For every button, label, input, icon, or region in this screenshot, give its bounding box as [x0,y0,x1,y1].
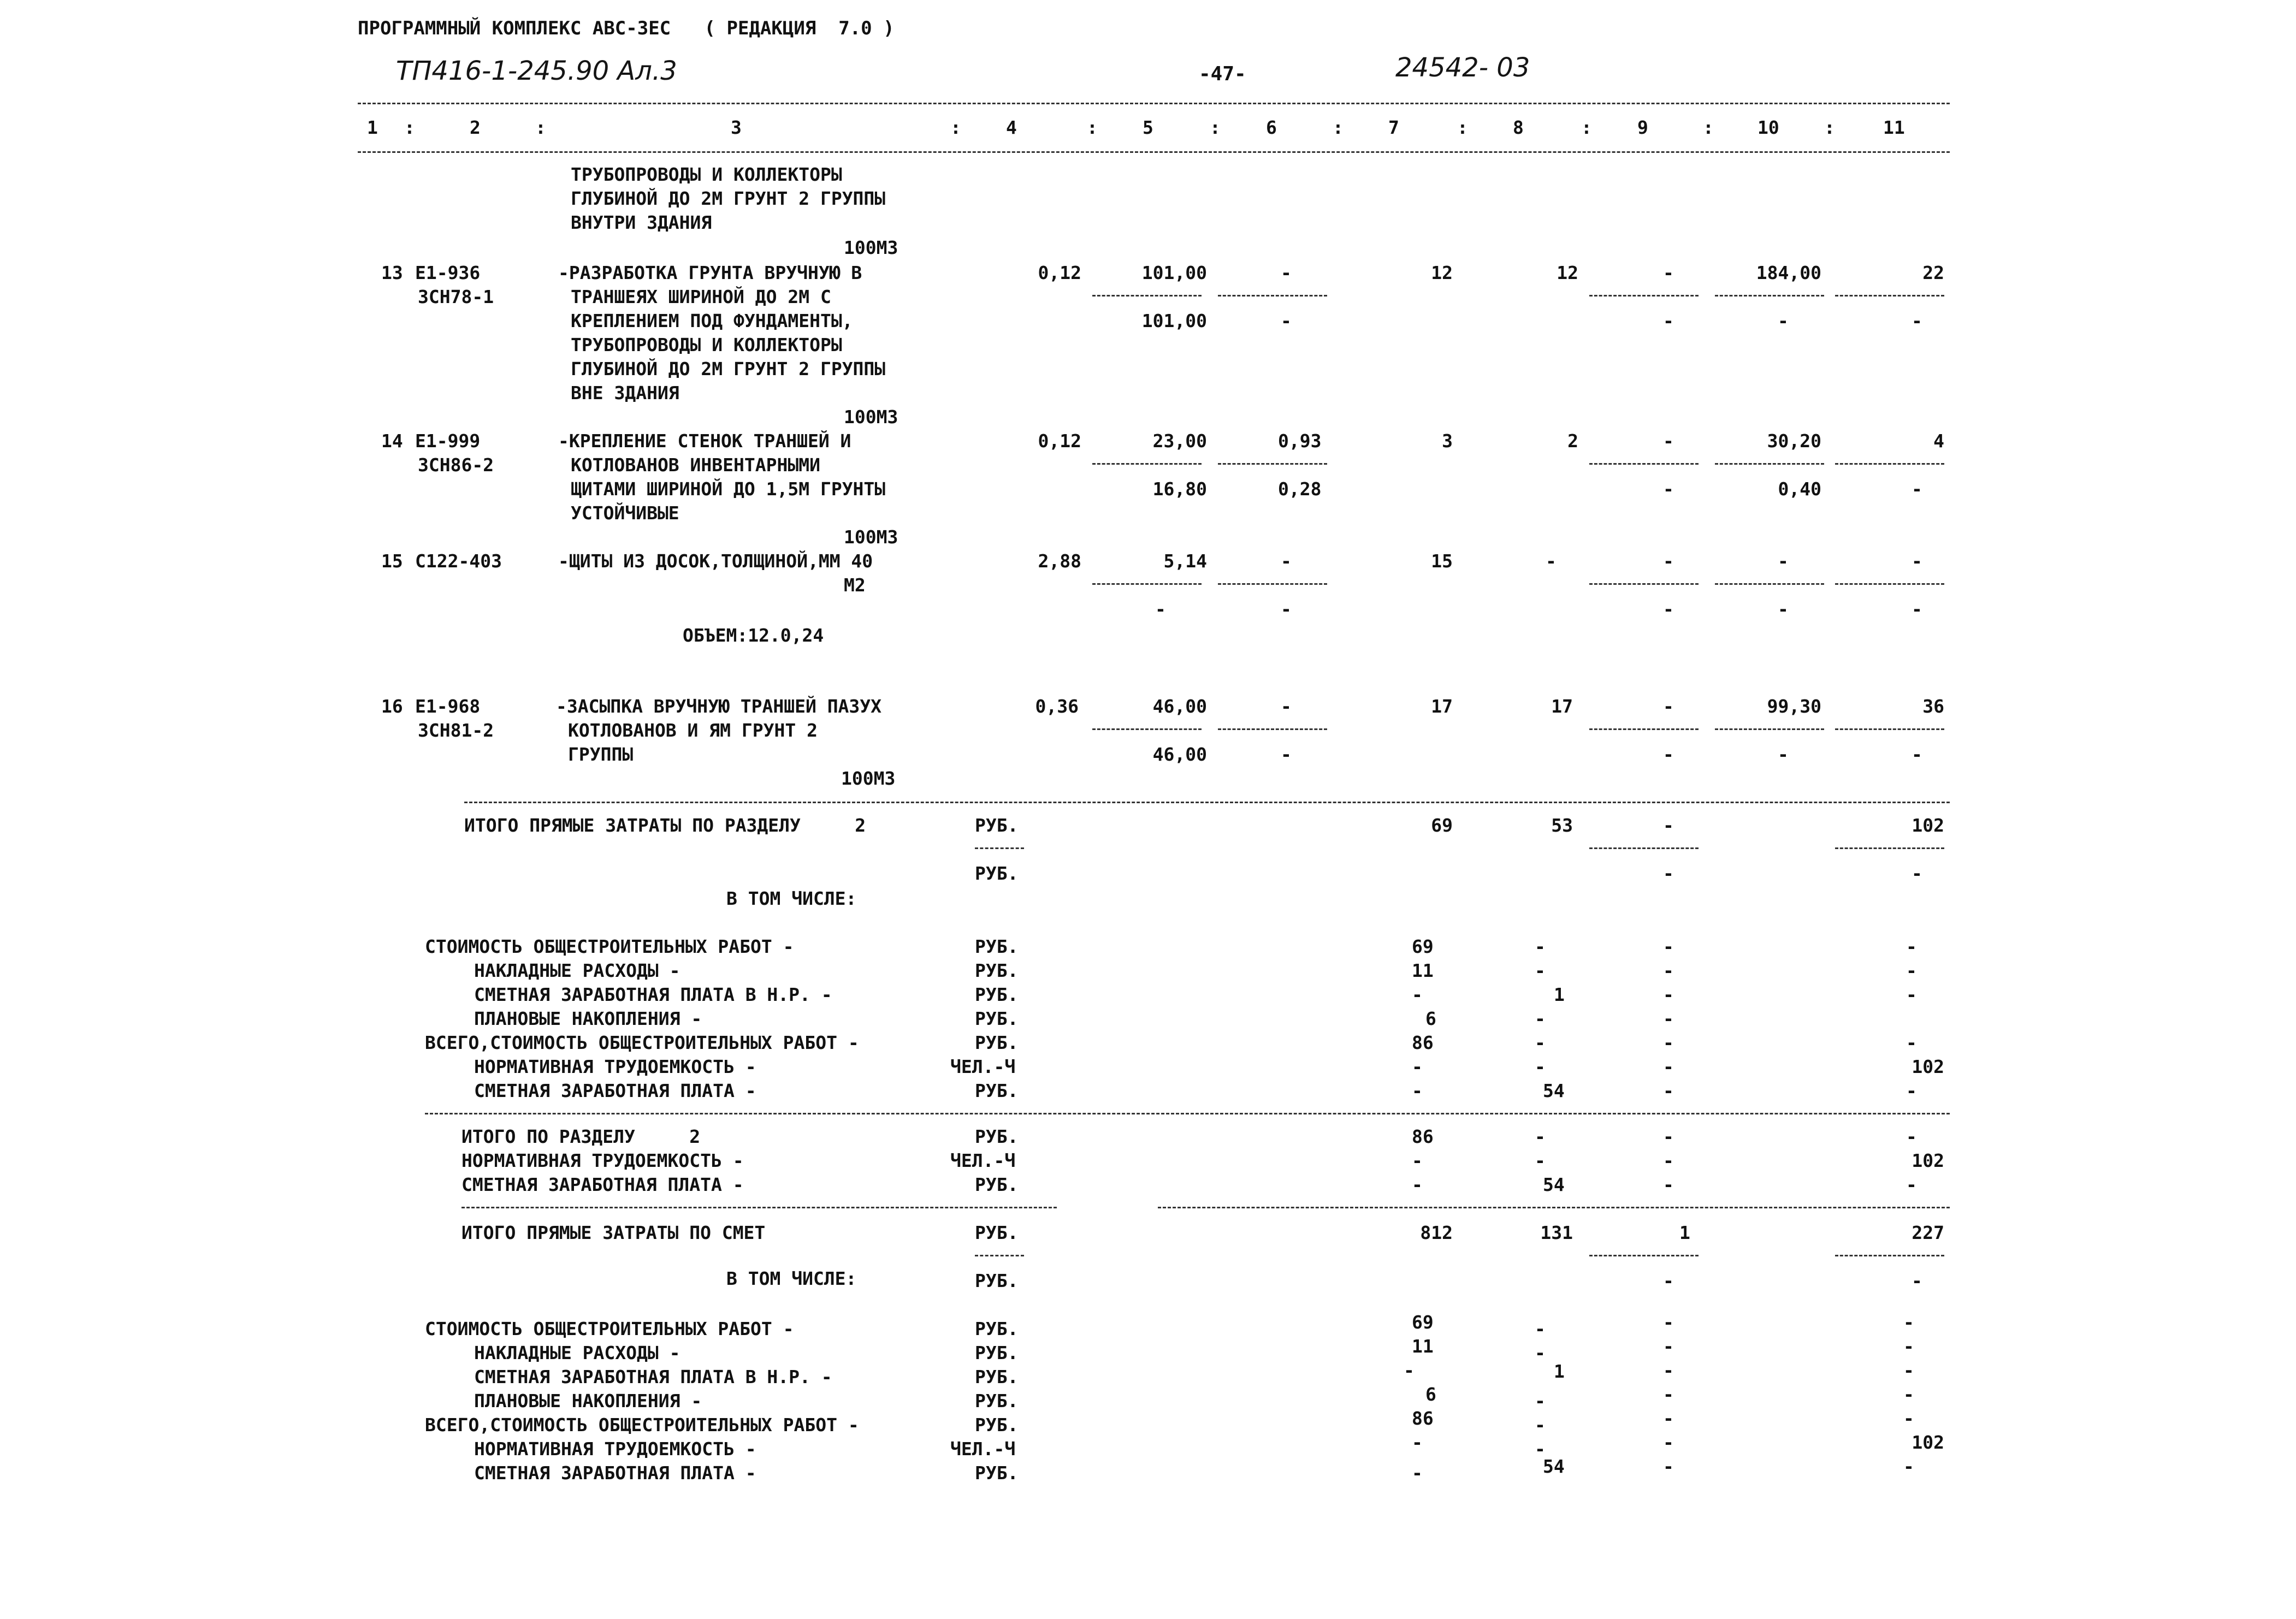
col9-value: - [1663,1336,1674,1357]
breakdown-unit: РУБ. [975,936,1019,957]
col7-value: 6 [1425,1384,1436,1405]
col10-value: 184,00 [1756,262,1821,283]
col6-value-lower: - [1281,598,1292,620]
including-label: В ТОМ ЧИСЛЕ: [726,1268,857,1289]
value-rule [1218,583,1327,585]
item-code: Е1-936 [415,262,481,283]
item-unit: 100М3 [844,526,898,548]
value-rule [1218,728,1327,730]
breakdown-unit: РУБ. [975,1390,1019,1412]
col11-value: 102 [1912,1056,1944,1077]
col7-value: - [1412,1432,1423,1453]
col4-value: 2,88 [1038,550,1081,572]
col4-value: 0,36 [1035,696,1079,717]
column-header: 9 [1637,117,1648,138]
col7-value: 86 [1412,1408,1434,1429]
col11-value-lower: - [1912,310,1922,331]
col8-value: - [1535,1056,1546,1077]
item-desc-line: ТРУБОПРОВОДЫ И КОЛЛЕКТОРЫ [571,334,842,355]
column-separator: : [535,117,546,138]
breakdown-unit: РУБ. [975,960,1019,981]
col11-value: 22 [1922,262,1944,283]
value-rule [1715,463,1824,465]
col10-value-lower: - [1778,744,1789,765]
column-header: 1 [367,117,378,138]
col9-value: - [1663,1384,1674,1405]
col4-value: 0,12 [1038,430,1081,452]
value-rule [1589,728,1699,730]
item-desc-line: ВНЕ ЗДАНИЯ [571,382,679,404]
col8-value: - [1535,1318,1546,1339]
col11-value-lower: - [1912,598,1922,620]
breakdown-unit: РУБ. [975,984,1019,1005]
col9-value: - [1663,550,1674,572]
column-separator: : [404,117,415,138]
column-header: 7 [1388,117,1399,138]
col6-value-lower: - [1281,310,1292,331]
item-desc-line: -РАЗРАБОТКА ГРУНТА ВРУЧНУЮ В [558,262,862,283]
breakdown-unit: РУБ. [975,1318,1019,1339]
col9-value-lower: - [1663,478,1674,500]
col5-value: 23,00 [1152,430,1207,452]
breakdown-label: ВСЕГО,СТОИМОСТЬ ОБЩЕСТРОИТЕЛЬНЫХ РАБОТ - [425,1032,859,1053]
value-rule [1835,463,1944,465]
col10-value: 30,20 [1767,430,1821,452]
total-unit-lower: РУБ. [975,863,1019,884]
breakdown-unit: РУБ. [975,1342,1019,1363]
col11-value: - [1906,1174,1917,1195]
sum-unit: РУБ. [975,1174,1019,1195]
value-rule [1589,295,1699,296]
col11-value: - [1903,1360,1914,1381]
document-code: 24542- 03 [1395,52,1530,83]
item-code: Е1-968 [415,696,481,717]
col7-value: - [1404,1360,1415,1381]
col9-value: - [1663,1408,1674,1429]
col9-value-lower: - [1663,863,1674,884]
breakdown-unit: РУБ. [975,1008,1019,1029]
value-rule [1092,463,1202,465]
col7-value: - [1412,1056,1423,1077]
intro-line: ГЛУБИНОЙ ДО 2М ГРУНТ 2 ГРУППЫ [571,188,886,209]
col7-value: - [1412,1462,1423,1484]
col8-value: - [1535,1438,1546,1460]
breakdown-label: СМЕТНАЯ ЗАРАБОТНАЯ ПЛАТА В Н.Р. - [474,1366,832,1387]
col8-value: 54 [1543,1456,1565,1477]
col7-value: 86 [1412,1032,1434,1053]
col8-value: 12 [1557,262,1578,283]
breakdown-unit: РУБ. [975,1032,1019,1053]
col5-value: 46,00 [1152,696,1207,717]
col9-value: - [1663,960,1674,981]
col7-value: - [1412,1150,1423,1171]
col9-value-lower: - [1663,1270,1674,1291]
item-unit: М2 [844,574,866,596]
breakdown-label: СМЕТНАЯ ЗАРАБОТНАЯ ПЛАТА В Н.Р. - [474,984,832,1005]
col7-value: 15 [1431,550,1453,572]
breakdown-label: НОРМАТИВНАЯ ТРУДОЕМКОСТЬ - [474,1438,756,1460]
col7-value: 11 [1412,960,1434,981]
col11-value: 227 [1912,1222,1944,1243]
column-separator: : [1087,117,1098,138]
item-subcode: ЗСН86-2 [418,454,494,476]
col9-value: - [1663,1008,1674,1029]
col7-value: 17 [1431,696,1453,717]
item-number: 16 [381,696,403,717]
item-volume: ОБЪЕМ:12.0,24 [683,625,824,646]
col5-value-lower: 16,80 [1152,478,1207,500]
breakdown-label: СМЕТНАЯ ЗАРАБОТНАЯ ПЛАТА - [474,1462,756,1484]
col7-value: 69 [1431,815,1453,836]
item-desc-line: -ЩИТЫ ИЗ ДОСОК,ТОЛЩИНОЙ,ММ 40 [558,550,873,572]
breakdown-label: СМЕТНАЯ ЗАРАБОТНАЯ ПЛАТА - [474,1080,756,1101]
col11-value: 102 [1912,1432,1944,1453]
sum-label: ИТОГО ПО РАЗДЕЛУ 2 [461,1126,701,1147]
col6-value: 0,93 [1278,430,1322,452]
column-separator: : [1703,117,1714,138]
including-label: В ТОМ ЧИСЛЕ: [726,888,857,909]
col9-value: - [1663,262,1674,283]
intro-line: ТРУБОПРОВОДЫ И КОЛЛЕКТОРЫ [571,164,842,185]
item-desc-line: -КРЕПЛЕНИЕ СТЕНОК ТРАНШЕЙ И [558,430,851,452]
col8-value: - [1535,1390,1546,1412]
col9-value: - [1663,1056,1674,1077]
breakdown-label: СТОИМОСТЬ ОБЩЕСТРОИТЕЛЬНЫХ РАБОТ - [425,1318,794,1339]
col6-value: - [1281,262,1292,283]
col11-value: - [1903,1456,1914,1477]
col8-value: 1 [1554,984,1565,1005]
col6-value: - [1281,550,1292,572]
col8-value: - [1535,1150,1546,1171]
column-header: 4 [1006,117,1017,138]
col8-value: 54 [1543,1174,1565,1195]
sum-unit: ЧЕЛ.-Ч [950,1150,1016,1171]
value-rule [1835,1255,1944,1256]
col7-value: 12 [1431,262,1453,283]
item-code: Е1-999 [415,430,481,452]
breakdown-label: ПЛАНОВЫЕ НАКОПЛЕНИЯ - [474,1390,702,1412]
grand-total-label: ИТОГО ПРЯМЫЕ ЗАТРАТЫ ПО СМЕТ [461,1222,766,1243]
col11-value: - [1906,1032,1917,1053]
section-rule [464,802,1950,803]
col10-value: - [1778,550,1789,572]
col9-value: - [1663,1150,1674,1171]
col9-value: - [1663,1456,1674,1477]
grand-total-unit-lower: РУБ. [975,1270,1019,1291]
col9-value: 1 [1679,1222,1690,1243]
breakdown-label: НАКЛАДНЫЕ РАСХОДЫ - [474,1342,680,1363]
column-header: 2 [470,117,481,138]
col8-value: - [1535,1126,1546,1147]
col9-value-lower: - [1663,310,1674,331]
col9-value: - [1663,1432,1674,1453]
breakdown-label: НОРМАТИВНАЯ ТРУДОЕМКОСТЬ - [474,1056,756,1077]
item-subcode: ЗСН78-1 [418,286,494,307]
column-separator: : [1457,117,1468,138]
breakdown-unit: РУБ. [975,1414,1019,1436]
item-subcode: ЗСН81-2 [418,720,494,741]
item-desc-line: ТРАНШЕЯХ ШИРИНОЙ ДО 2М С [571,286,831,307]
col9-value: - [1663,1360,1674,1381]
col8-value: 54 [1543,1080,1565,1101]
value-rule [1092,728,1202,730]
breakdown-label: ВСЕГО,СТОИМОСТЬ ОБЩЕСТРОИТЕЛЬНЫХ РАБОТ - [425,1414,859,1436]
col9-value-lower: - [1663,744,1674,765]
item-number: 15 [381,550,403,572]
col8-value: 131 [1540,1222,1573,1243]
value-rule [1589,1255,1699,1256]
column-header: 10 [1757,117,1779,138]
col7-value: 812 [1420,1222,1453,1243]
value-rule [1589,583,1699,585]
col11-value-lower: - [1912,478,1922,500]
item-code: С122-403 [415,550,502,572]
value-rule [1715,295,1824,296]
col8-value: 17 [1551,696,1573,717]
col11-value: - [1903,1336,1914,1357]
col7-value: 3 [1442,430,1453,452]
col8-value: 2 [1567,430,1578,452]
intro-line: ВНУТРИ ЗДАНИЯ [571,212,712,233]
col10-value-lower: - [1778,310,1789,331]
col11-value: 36 [1922,696,1944,717]
intro-unit: 100М3 [844,237,898,258]
col11-value: - [1906,1126,1917,1147]
breakdown-label: НАКЛАДНЫЕ РАСХОДЫ - [474,960,680,981]
value-rule [1835,728,1944,730]
column-header: 6 [1266,117,1277,138]
header-rule-bottom [358,151,1950,153]
col8-value: - [1535,1032,1546,1053]
header-rule-top [358,103,1950,104]
col11-value-lower: - [1912,1270,1922,1291]
col11-value: - [1903,1312,1914,1333]
breakdown-label: ПЛАНОВЫЕ НАКОПЛЕНИЯ - [474,1008,702,1029]
item-desc-line: ГЛУБИНОЙ ДО 2М ГРУНТ 2 ГРУППЫ [571,358,886,379]
col9-value: - [1663,984,1674,1005]
item-unit: 100М3 [844,406,898,428]
col9-value: - [1663,1032,1674,1053]
col11-value: 102 [1912,815,1944,836]
item-desc-line: КОТЛОВАНОВ ИНВЕНТАРНЫМИ [571,454,820,476]
breakdown-unit: РУБ. [975,1366,1019,1387]
breakdown-unit: РУБ. [975,1462,1019,1484]
column-separator: : [1581,117,1592,138]
col7-value: - [1412,1174,1423,1195]
value-rule [1092,295,1202,296]
col11-value-lower: - [1912,744,1922,765]
col8-value: - [1535,1342,1546,1363]
total-unit: РУБ. [975,815,1019,836]
col8-value: 1 [1554,1361,1565,1382]
col11-value: 4 [1933,430,1944,452]
col5-value-lower: 46,00 [1152,744,1207,765]
project-code: ТП416-1-245.90 Ал.3 [396,56,677,86]
value-rule [1835,295,1944,296]
col9-value: - [1663,815,1674,836]
col7-value: 86 [1412,1126,1434,1147]
column-separator: : [1333,117,1344,138]
value-rule [1589,463,1699,465]
col11-value: - [1906,984,1917,1005]
column-header: 8 [1513,117,1524,138]
column-header: 5 [1143,117,1153,138]
col10-value-lower: - [1778,598,1789,620]
col5-value: 101,00 [1141,262,1207,283]
value-rule [1715,583,1824,585]
col9-value: - [1663,1312,1674,1333]
breakdown-unit: РУБ. [975,1080,1019,1101]
item-desc-line: КОТЛОВАНОВ И ЯМ ГРУНТ 2 [568,720,818,741]
total-label: ИТОГО ПРЯМЫЕ ЗАТРАТЫ ПО РАЗДЕЛУ 2 [464,815,866,836]
col11-value: - [1903,1408,1914,1429]
item-desc-line: УСТОЙЧИВЫЕ [571,502,679,524]
page-number: -47- [1199,63,1246,85]
breakdown-unit: ЧЕЛ.-Ч [950,1438,1016,1460]
section-rule [461,1207,1057,1208]
col7-value: - [1412,984,1423,1005]
breakdown-label: СТОИМОСТЬ ОБЩЕСТРОИТЕЛЬНЫХ РАБОТ - [425,936,794,957]
col5-value: 5,14 [1163,550,1207,572]
item-desc-line: ЩИТАМИ ШИРИНОЙ ДО 1,5М ГРУНТЫ [571,478,886,500]
section-rule [1158,1207,1950,1208]
item-desc-line: ГРУППЫ [568,744,634,765]
col10-value-lower: 0,40 [1778,478,1821,500]
col9-value: - [1663,430,1674,452]
item-unit: 100М3 [841,768,896,789]
grand-total-unit: РУБ. [975,1222,1019,1243]
col9-value: - [1663,1080,1674,1101]
value-rule [1835,847,1944,849]
item-number: 14 [381,430,403,452]
col4-value: 0,12 [1038,262,1081,283]
col11-value: - [1906,960,1917,981]
col8-value: - [1546,550,1557,572]
value-rule [1218,463,1327,465]
col9-value-lower: - [1663,598,1674,620]
value-rule [1835,583,1944,585]
col8-value: - [1535,936,1546,957]
col6-value: - [1281,696,1292,717]
item-desc-line: КРЕПЛЕНИЕМ ПОД ФУНДАМЕНТЫ, [571,310,853,331]
col11-value: - [1906,936,1917,957]
col5-value-lower: 101,00 [1141,310,1207,331]
col7-value: - [1412,1080,1423,1101]
value-rule [1589,847,1699,849]
sum-unit: РУБ. [975,1126,1019,1147]
col8-value: - [1535,1008,1546,1029]
item-desc-line: -ЗАСЫПКА ВРУЧНУЮ ТРАНШЕЙ ПАЗУХ [556,696,882,717]
value-rule [1715,728,1824,730]
col11-value: - [1912,550,1922,572]
value-rule [1092,583,1202,585]
sum-label: СМЕТНАЯ ЗАРАБОТНАЯ ПЛАТА - [461,1174,744,1195]
col8-value: - [1535,960,1546,981]
column-header: 11 [1883,117,1905,138]
column-separator: : [1824,117,1835,138]
col8-value: 53 [1551,815,1573,836]
col6-value-lower: - [1281,744,1292,765]
col7-value: 69 [1412,936,1434,957]
sum-label: НОРМАТИВНАЯ ТРУДОЕМКОСТЬ - [461,1150,744,1171]
col9-value: - [1663,936,1674,957]
value-rule [975,1255,1024,1256]
col7-value: 11 [1412,1336,1434,1357]
col9-value: - [1663,696,1674,717]
col8-value: - [1535,1414,1546,1436]
col11-value-lower: - [1912,863,1922,884]
col7-value: 69 [1412,1312,1434,1333]
col6-value-lower: 0,28 [1278,478,1322,500]
col5-value-lower: - [1155,598,1166,620]
col11-value: 102 [1912,1150,1944,1171]
col11-value: - [1903,1384,1914,1405]
col9-value: - [1663,1126,1674,1147]
col11-value: - [1906,1080,1917,1101]
breakdown-unit: ЧЕЛ.-Ч [950,1056,1016,1077]
column-header: 3 [731,117,742,138]
value-rule [975,847,1024,849]
program-title: ПРОГРАММНЫЙ КОМПЛЕКС АВС-ЗЕС ( РЕДАКЦИЯ 7.0 ) [358,17,895,39]
column-separator: : [1210,117,1221,138]
item-number: 13 [381,262,403,283]
col7-value: 6 [1425,1008,1436,1029]
column-separator: : [950,117,961,138]
section-rule [425,1113,1950,1114]
value-rule [1218,295,1327,296]
col9-value: - [1663,1174,1674,1195]
col10-value: 99,30 [1767,696,1821,717]
